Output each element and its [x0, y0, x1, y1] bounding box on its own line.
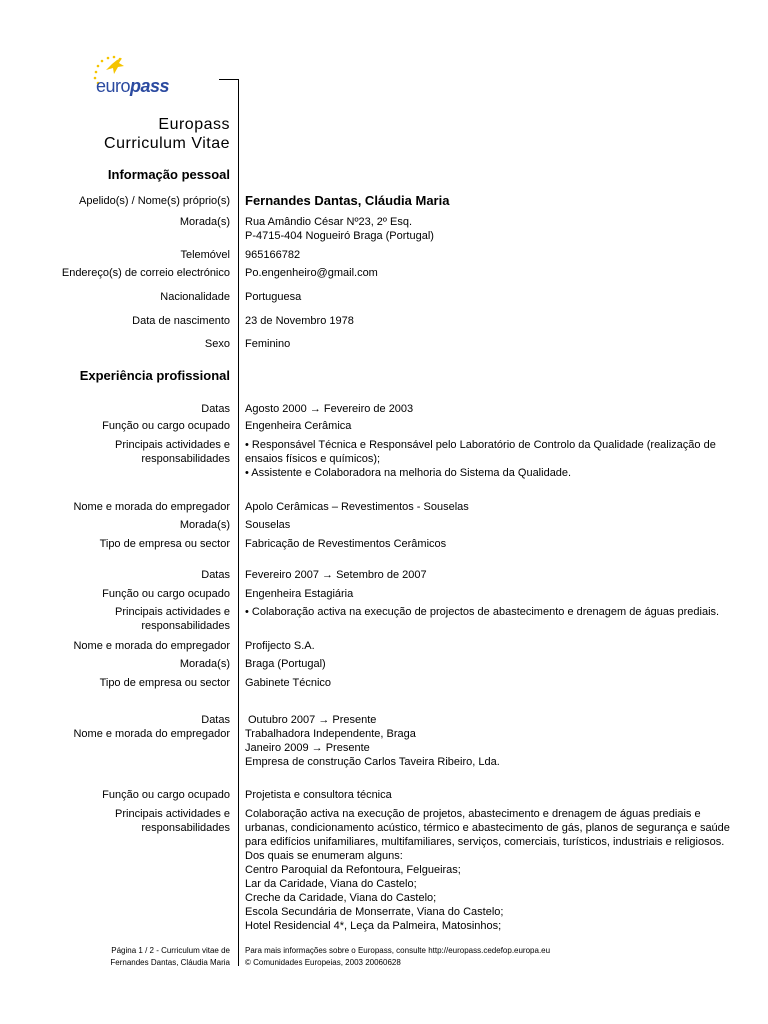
nationality-label: Nacionalidade [160, 291, 230, 303]
exp1-employer: Apolo Cerâmicas – Revestimentos - Souselas [245, 501, 469, 513]
exp3-activities-label-1: Principais actividades e [115, 808, 230, 820]
exp1-sector-label: Tipo de empresa ou sector [99, 538, 230, 550]
exp2-address-label: Morada(s) [179, 658, 230, 670]
email-value: Po.engenheiro@gmail.com [245, 267, 378, 279]
exp3-activity-6: Lar da Caridade, Viana do Castelo; [245, 878, 417, 890]
exp2-activity-1: • Colaboração activa na execução de projectos de abastecimento e drenagem de águas prediais. [245, 606, 720, 618]
column-divider [238, 191, 239, 966]
exp2-sector-label: Tipo de empresa ou sector [99, 677, 230, 689]
footer-copyright: © Comunidades Europeias, 2003 20060628 [245, 958, 401, 967]
exp2-role: Engenheira Estagiária [245, 588, 354, 600]
exp1-address: Souselas [245, 519, 291, 531]
nationality-value: Portuguesa [245, 291, 302, 303]
exp2-activities-label-2: responsabilidades [141, 620, 230, 632]
exp2-dates-label: Datas [201, 569, 230, 581]
footer-page-info-2: Fernandes Dantas, Cláudia Maria [110, 958, 230, 967]
exp1-role-label: Função ou cargo ocupado [102, 420, 230, 432]
column-divider-top [238, 79, 239, 191]
exp3-role: Projetista e consultora técnica [245, 789, 392, 801]
exp3-activity-7: Creche da Caridade, Viana do Castelo; [245, 892, 437, 904]
exp1-activities-label-2: responsabilidades [141, 453, 230, 465]
email-label: Endereço(s) de correio electrónico [61, 267, 230, 279]
exp3-activities-label-2: responsabilidades [141, 822, 230, 834]
exp3-activity-9: Hotel Residencial 4*, Leça da Palmeira, Matosinhos; [245, 920, 502, 932]
exp2-employer-label: Nome e morada do empregador [73, 640, 230, 652]
exp2-activities-label-1: Principais actividades e [115, 606, 230, 618]
exp2-role-label: Função ou cargo ocupado [102, 588, 230, 600]
exp3-dates: Outubro 2007 → Presente [248, 714, 377, 726]
exp2-sector: Gabinete Técnico [245, 677, 332, 689]
birthdate-value: 23 de Novembro 1978 [245, 315, 354, 327]
full-name: Fernandes Dantas, Cláudia Maria [245, 193, 450, 208]
sex-label: Sexo [204, 338, 230, 350]
exp3-role-label: Função ou cargo ocupado [102, 789, 230, 801]
exp1-sector: Fabricação de Revestimentos Cerâmicos [245, 538, 447, 550]
exp2-dates: Fevereiro 2007 → Setembro de 2007 [245, 569, 427, 581]
exp3-activity-8: Escola Secundária de Monserrate, Viana do Castelo; [245, 906, 504, 918]
exp3-employer-2: Empresa de construção Carlos Taveira Ribeiro, Lda. [245, 756, 500, 768]
exp1-role: Engenheira Cerâmica [245, 420, 352, 432]
exp1-activities-label-1: Principais actividades e [115, 439, 230, 451]
birthdate-label: Data de nascimento [132, 315, 230, 327]
exp3-activity-4: Dos quais se enumeram alguns: [245, 850, 403, 862]
sex-value: Feminino [245, 338, 291, 350]
exp3-dates-label: Datas [201, 714, 230, 726]
exp1-address-label: Morada(s) [179, 519, 230, 531]
europass-wordmark: europass [96, 76, 170, 96]
section-experience-heading: Experiência profissional [79, 368, 230, 383]
name-label: Apelido(s) / Nome(s) próprio(s) [79, 195, 230, 207]
europass-logo [84, 50, 184, 100]
exp1-employer-label: Nome e morada do empregador [73, 501, 230, 513]
exp3-activity-1: Colaboração activa na execução de projetos, abastecimento e drenagem de águas prediais e [245, 808, 701, 820]
section-personal-heading: Informação pessoal [107, 167, 230, 182]
exp3-employer-label: Nome e morada do empregador [73, 728, 230, 740]
exp1-dates-label: Datas [201, 403, 230, 415]
footer-page-info-1: Página 1 / 2 - Curriculum vitae de [111, 946, 230, 955]
exp1-activity-2: ensaios físicos e químicos); [245, 453, 381, 465]
cv-title-line1: Europass [158, 116, 230, 133]
header-corner-mark [219, 79, 238, 80]
exp3-employer-1: Trabalhadora Independente, Braga [245, 728, 416, 740]
address-label: Morada(s) [179, 216, 230, 228]
exp3-activity-5: Centro Paroquial da Refontoura, Felgueiras; [245, 864, 461, 876]
exp1-dates: Agosto 2000 → Fevereiro de 2003 [245, 403, 414, 415]
exp1-activity-3: • Assistente e Colaboradora na melhoria do Sistema da Qualidade. [245, 467, 572, 479]
exp1-activity-1: • Responsável Técnica e Responsável pelo Laboratório de Controlo da Qualidade (realização de [245, 439, 716, 451]
mobile-value: 965166782 [245, 249, 301, 261]
exp3-dates-2: Janeiro 2009 → Presente [245, 742, 370, 754]
exp3-activity-3: para edifícios unifamiliares, multifamiliares, serviços, comerciais, turísticos, industriais e religiosos. [245, 836, 725, 848]
exp2-employer: Profijecto S.A. [245, 640, 315, 652]
footer-europass-info: Para mais informações sobre o Europass, consulte http://europass.cedefop.europa.eu [245, 946, 551, 955]
exp3-activity-2: urbanas, condicionamento acústico, térmico e abastecimento de gás, planos de segurança e saúde [245, 822, 730, 834]
exp2-address: Braga (Portugal) [245, 658, 326, 670]
address-line1: Rua Amândio César Nº23, 2º Esq. [245, 216, 413, 228]
mobile-label: Telemóvel [180, 249, 230, 261]
cv-title-line2: Curriculum Vitae [104, 135, 230, 152]
address-line2: P-4715-404 Nogueiró Braga (Portugal) [245, 230, 434, 242]
